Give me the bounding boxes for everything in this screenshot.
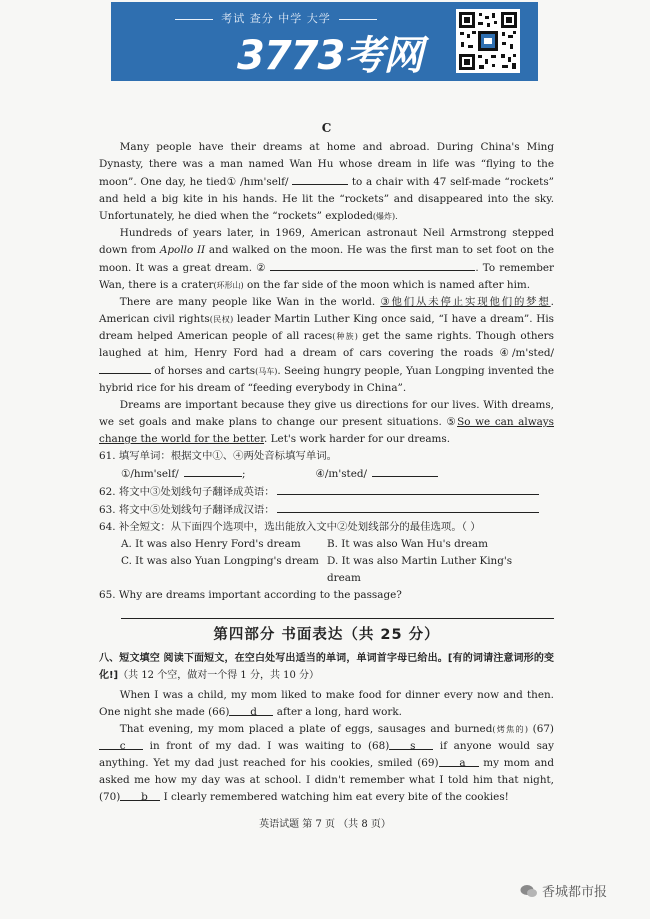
blank-1	[292, 173, 348, 185]
watermark-text: 香城都市报	[542, 885, 608, 900]
watermark	[520, 881, 607, 900]
passage-paragraph-2: Hundreds of years later, in 1969, American astronaut Neil Armstrong stepped down from Apollo II and walked on the moon. He was the first man to set foot on the moon. It was a great dream. ② . To remember Wan, there is a crater(环形山) on the far side of the moon which is named after him.	[99, 227, 555, 291]
passage-paragraph-4: Dreams are important because they give us directions for our lives. With dreams, we set goals and make plans to change our present situations. ⑤So we can always change the world for the better. Let's work harder for our dreams.	[99, 399, 554, 445]
part-four-instructions: 八、短文填空 阅读下面短文，在空白处写出适当的单词，单词首字母已给出。[有的词请注意词形的变化!]（共 12 个空，做对一个得 1 分，共 10 分）	[99, 653, 554, 681]
cloze-blank-68[interactable]: s	[389, 738, 433, 750]
underlined-sentence-5: So we can always change the world for the better	[99, 416, 554, 445]
cloze-blank-66[interactable]: d	[229, 704, 273, 716]
question-64: 64. 补全短文：从下面四个选项中，选出能放入文中②处划线部分的最佳选项。（ ）	[99, 521, 481, 533]
question-63: 63. 将文中⑤处划线句子翻译成汉语：	[99, 501, 554, 519]
answer-blank-61b[interactable]	[372, 465, 438, 477]
question-62: 62. 将文中③处划线句子翻译成英语：	[99, 483, 554, 501]
answer-blank-61a[interactable]	[184, 465, 242, 477]
option-d[interactable]: D. It was also Martin Luther King's dream	[327, 555, 513, 584]
option-c[interactable]: C. It was also Yuan Longping's dream	[121, 555, 319, 567]
page-footer: 英语试题 第 7 页 （共 8 页）	[259, 819, 391, 830]
answer-line-62[interactable]	[277, 483, 539, 495]
blank-4	[99, 362, 151, 374]
qr-code-icon	[456, 9, 520, 73]
answer-line-65[interactable]	[121, 604, 554, 619]
underlined-sentence-3: ③他们从未停止实现他们的梦想	[380, 296, 551, 308]
site-logo: 3773考网	[237, 33, 423, 79]
passage-paragraph-3: There are many people like Wan in the world. ③他们从未停止实现他们的梦想. American civil rights(民权) leader Martin Luther King once said, “I have a dream”. His dream helped American people of all races(种族) get the same rights. Though others laughed at him, Henry Ford had a dream of cars covering the roads ④/m'sted/ of horses and carts(马车). Seeing hungry people, Yuan Longping invented the hybrid rice for his dream of “feeding everybody in China”.	[99, 296, 555, 394]
cloze-paragraph-1: When I was a child, my mom liked to make food for dinner every now and then. One night she made (66) d after a long, hard work.	[99, 689, 554, 718]
blank-2	[270, 259, 475, 271]
passage-paragraph-1: Many people have their dreams at home and abroad. During China's Ming Dynasty, there was a man named Wan Hu whose dream in life was “flying to the moon”. One day, he tied① /hɪm'self/ to a chair with 47 self-made “rockets” and held a big kite in his hands. He lit the “rockets” and disappeared into the sky. Unfortunately, he died when the “rockets” exploded(爆炸).	[99, 141, 554, 222]
question-65: 65. Why are dreams important according to the passage?	[99, 589, 402, 601]
question-61: 61. 填写单词：根据文中①、④两处音标填写单词。	[99, 450, 338, 462]
options-row-1	[99, 536, 554, 553]
option-a[interactable]: A. It was also Henry Ford's dream	[121, 538, 301, 550]
exam-content	[99, 120, 554, 806]
banner-tagline: 考试 查分 中学 大学	[111, 10, 441, 26]
wechat-icon	[520, 884, 538, 898]
option-b[interactable]: B. It was also Wan Hu's dream	[327, 538, 488, 550]
question-61-blanks: ①/hɪm'self/ ; ④/ɪn'sted/	[99, 465, 554, 483]
cloze-blank-69[interactable]: a	[439, 755, 479, 767]
cloze-blank-70[interactable]: b	[120, 789, 160, 801]
cloze-blank-67[interactable]: c	[99, 738, 143, 750]
options-row-2	[99, 553, 554, 587]
answer-line-63[interactable]	[277, 501, 539, 513]
cloze-paragraph-2: That evening, my mom placed a plate of eggs, sausages and burned(烤焦的) (67)c in front of my dad. I was waiting to (68) s if anyone would say anything. Yet my dad just reached for his cookies, smiled (69) a my mom and asked me how my day was at school. I didn't remember what I told him that night, (70) b I clearly remembered watching him eat every bite of the cookies!	[99, 723, 554, 803]
part-four-title: 第四部分 书面表达（共 25 分）	[213, 627, 440, 643]
site-banner	[111, 2, 538, 81]
section-title: C	[321, 121, 332, 135]
